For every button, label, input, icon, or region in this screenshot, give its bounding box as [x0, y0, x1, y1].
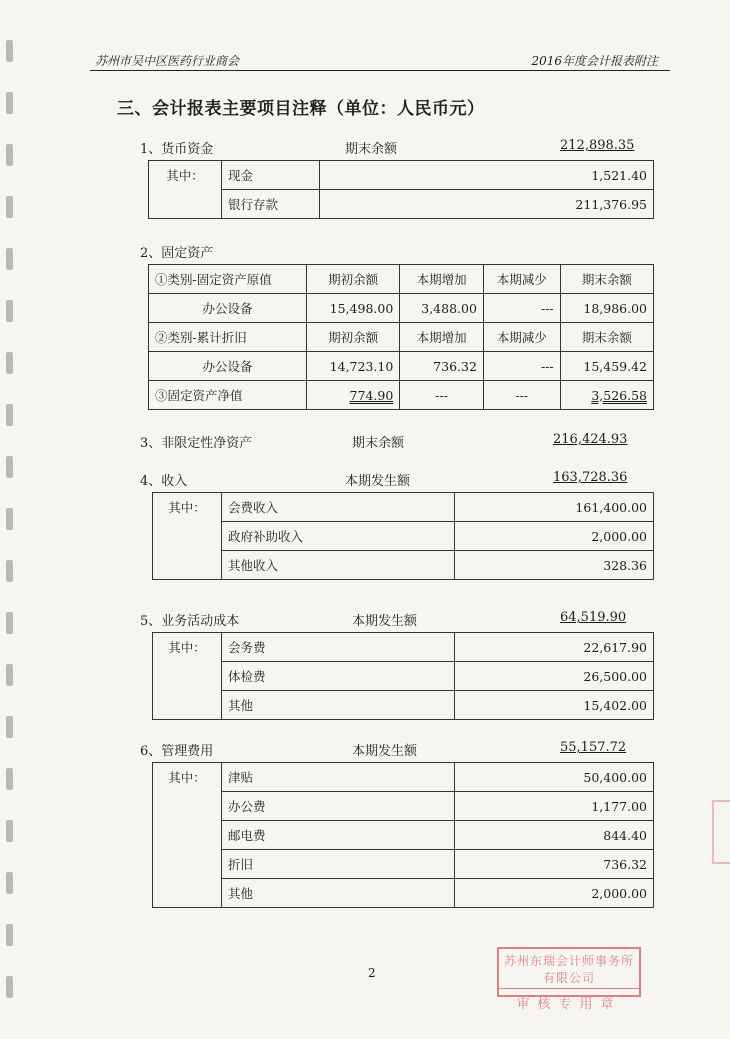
s4-total: 163,728.36	[553, 470, 628, 485]
s4-col-label: 本期发生额	[345, 474, 411, 489]
s2-table	[148, 264, 654, 410]
row-label: 办公设备	[149, 352, 307, 381]
cell-value: 14,723.10	[306, 352, 399, 381]
s3-title: 3、非限定性净资产	[140, 436, 253, 451]
row-label: 会务费	[222, 633, 455, 662]
row-label: 其他	[222, 879, 455, 908]
binding-holes	[6, 40, 16, 1030]
s5-total: 64,519.90	[560, 610, 627, 625]
cell-value: ---	[483, 381, 560, 410]
header-cell: ①类别-固定资产原值	[149, 265, 307, 294]
header-cell: 期初余额	[306, 265, 399, 294]
s4-title: 4、收入	[140, 474, 188, 489]
row-label: 其他	[222, 691, 455, 720]
header-cell: ②类别-累计折旧	[149, 323, 307, 352]
s6-col-label: 本期发生额	[352, 744, 418, 759]
table-row	[153, 850, 654, 879]
cell-value: 774.90	[349, 387, 394, 403]
table-row	[149, 381, 654, 410]
row-label: 其他收入	[222, 551, 455, 580]
table-row	[153, 879, 654, 908]
row-value: 26,500.00	[455, 662, 654, 691]
table-row	[153, 522, 654, 551]
cell-value: ---	[483, 294, 560, 323]
row-value: 736.32	[455, 850, 654, 879]
table-row	[153, 551, 654, 580]
s5-table	[152, 632, 654, 720]
header-cell: 本期增加	[400, 323, 484, 352]
s1-total: 212,898.35	[560, 138, 635, 153]
audit-stamp	[497, 947, 641, 1012]
cell-value: ---	[400, 381, 484, 410]
table-row	[153, 633, 654, 662]
row-label: 办公费	[222, 792, 455, 821]
row-label: 银行存款	[222, 190, 320, 219]
row-label: 现金	[222, 161, 320, 190]
row-label: 体检费	[222, 662, 455, 691]
row-label: 津贴	[222, 763, 455, 792]
table-row	[149, 161, 654, 190]
cell-value: ---	[483, 352, 560, 381]
s6-total: 55,157.72	[560, 740, 627, 755]
row-label: ③固定资产净值	[149, 381, 307, 410]
s4-table	[152, 492, 654, 580]
stamp-purpose: 审核专用章	[516, 997, 622, 1012]
table-row	[153, 493, 654, 522]
row-value: 15,402.00	[455, 691, 654, 720]
header-doc-title: 2016年度会计报表附注	[531, 54, 658, 68]
among-label: 其中：	[153, 763, 222, 792]
row-value: 211,376.95	[320, 190, 654, 219]
cell-value: 3,526.58	[591, 387, 647, 403]
s3-total: 216,424.93	[553, 432, 628, 447]
among-label: 其中：	[153, 493, 222, 522]
header-cell: 期末余额	[560, 265, 653, 294]
table-row	[153, 691, 654, 720]
s6-title: 6、管理费用	[140, 744, 214, 759]
row-value: 1,177.00	[455, 792, 654, 821]
s2-title: 2、固定资产	[140, 246, 214, 261]
page-number: 2	[368, 966, 376, 980]
table-row	[153, 792, 654, 821]
header-org-name: 苏州市吴中区医药行业商会	[95, 54, 240, 68]
row-label: 会费收入	[222, 493, 455, 522]
header-cell: 本期减少	[483, 323, 560, 352]
cell-value: 3,488.00	[400, 294, 484, 323]
table-row	[149, 265, 654, 294]
header-cell: 本期增加	[400, 265, 484, 294]
row-value: 2,000.00	[455, 879, 654, 908]
s5-col-label: 本期发生额	[352, 614, 418, 629]
row-label: 邮电费	[222, 821, 455, 850]
s1-table	[148, 160, 654, 219]
row-value: 1,521.40	[320, 161, 654, 190]
section-title: 三、会计报表主要项目注释（单位：人民币元）	[117, 99, 485, 119]
row-label: 办公设备	[149, 294, 307, 323]
header-cell: 本期减少	[483, 265, 560, 294]
header-divider	[90, 70, 670, 71]
table-row	[153, 662, 654, 691]
cell-value: 736.32	[400, 352, 484, 381]
row-value: 844.40	[455, 821, 654, 850]
cell-value: 15,498.00	[306, 294, 399, 323]
s5-title: 5、业务活动成本	[140, 614, 240, 629]
table-row	[149, 294, 654, 323]
table-row	[149, 352, 654, 381]
among-label: 其中：	[149, 161, 222, 190]
row-value: 22,617.90	[455, 633, 654, 662]
s1-col-label: 期末余额	[345, 142, 398, 157]
row-value: 328.36	[455, 551, 654, 580]
table-row	[153, 821, 654, 850]
row-label: 政府补助收入	[222, 522, 455, 551]
s3-col-label: 期末余额	[352, 436, 405, 451]
header-cell: 期初余额	[306, 323, 399, 352]
stamp-firm-name: 苏州东瑞会计师事务所有限公司	[499, 949, 639, 989]
among-label: 其中：	[153, 633, 222, 662]
table-row	[153, 763, 654, 792]
row-value: 2,000.00	[455, 522, 654, 551]
row-value: 50,400.00	[455, 763, 654, 792]
s6-table	[152, 762, 654, 908]
s1-title: 1、货币资金	[140, 142, 214, 157]
table-row	[149, 190, 654, 219]
row-label: 折旧	[222, 850, 455, 879]
partial-seal-mark	[712, 800, 730, 864]
header-cell: 期末余额	[560, 323, 653, 352]
cell-value: 15,459.42	[560, 352, 653, 381]
cell-value: 18,986.00	[560, 294, 653, 323]
row-value: 161,400.00	[455, 493, 654, 522]
table-row	[149, 323, 654, 352]
